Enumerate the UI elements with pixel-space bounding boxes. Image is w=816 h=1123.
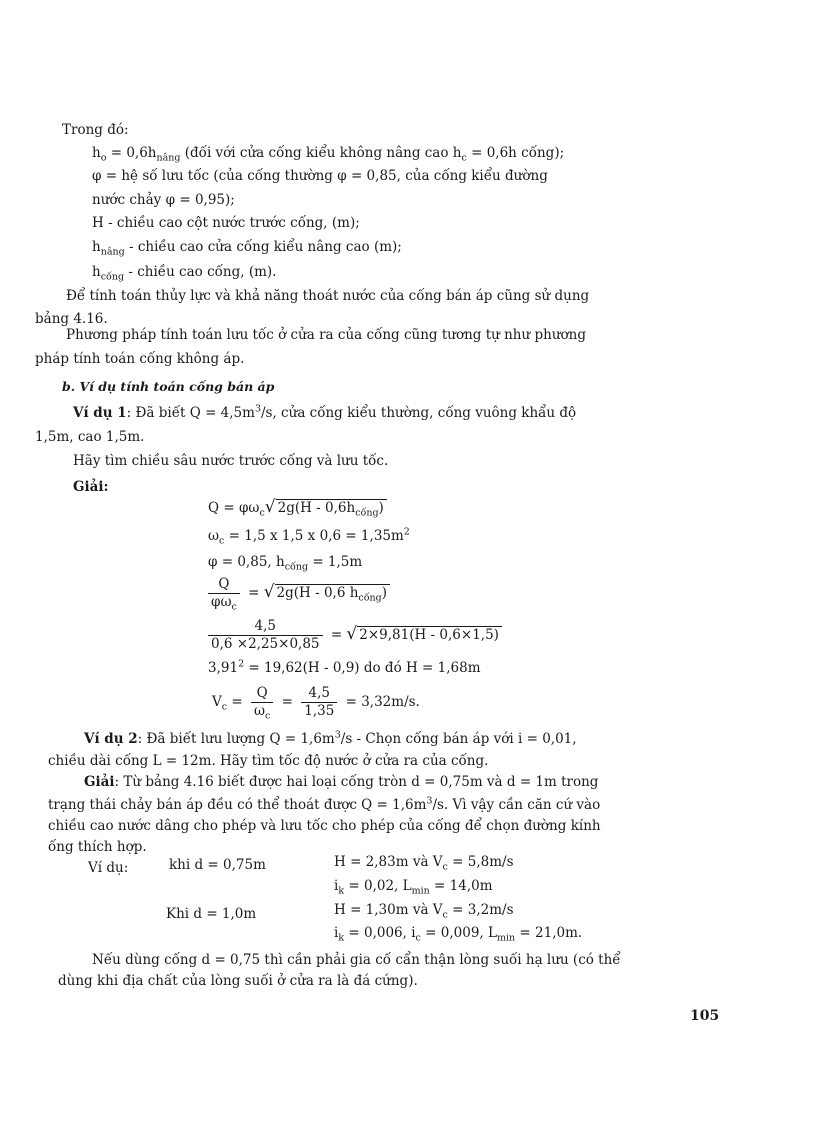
section-heading: b. Ví dụ tính toán cống bán áp <box>62 379 275 394</box>
paragraph-2-cont: pháp tính toán cống không áp. <box>35 351 245 367</box>
case-2-result-1: H = 1,30m và $V_c = 3,2m/s$ <box>334 902 514 921</box>
example-2-solution-line-4: ống thích hợp. <box>48 839 147 855</box>
definition-hnang: $h_{nâng}$ - chiều cao cửa cống kiểu nâng cao (m); <box>92 239 402 258</box>
conclusion-cont: dùng khi địa chất của lòng suối ở cửa ra là đá cứng). <box>58 973 418 989</box>
paragraph-2: Phương pháp tính toán lưu tốc ở cửa ra của cống cũng tương tự như phương <box>66 327 586 343</box>
example-2-solution-line-3: chiều cao nước dâng cho phép và lưu tốc cho phép của cống để chọn đường kính <box>48 818 601 834</box>
example-2-statement: Ví dụ 2: Đã biết lưu lượng $Q = 1,6m^3/s$ - Chọn cống bán áp với i = 0,01, <box>84 729 577 747</box>
equation-1: $Q = \varphi\omega_c√$ $2g(H - 0,6h_{cống})$ <box>208 498 387 517</box>
example-1-statement: Ví dụ 1: Đã biết $Q = 4,5m^3/s$, cửa cống kiểu thường, cống vuông khẩu độ <box>73 403 577 421</box>
example-1-question: Hãy tìm chiều sâu nước trước cống và lưu tốc. <box>73 453 389 469</box>
paragraph-1: Để tính toán thủy lực và khả năng thoát nước của cống bán áp cũng sử dụng <box>66 288 590 304</box>
conclusion: Nếu dùng cống d = 0,75 thì cần phải gia cố cẩn thận lòng suối hạ lưu (có thể <box>92 952 621 968</box>
example-2-solution-line-2: trạng thái chảy bán áp đều có thể thoát được $Q = 1,6m^3/s$. Vì vậy cần căn cứ vào <box>48 795 601 813</box>
example-1-statement-cont: 1,5m, cao 1,5m. <box>35 429 145 445</box>
example-1-solution-label: Giải: <box>73 479 109 495</box>
example-2-statement-cont: chiều dài cống L = 12m. Hãy tìm tốc độ nước ở cửa ra của cống. <box>48 753 489 769</box>
definition-phi-cont: nước chảy φ = 0,95); <box>92 192 235 208</box>
case-1-result-2: $i_k = 0,02$, $L_{min} = 14,0m$ <box>334 878 493 897</box>
case-2-condition: Khi d = 1,0m <box>166 906 257 922</box>
example-2-solution: Giải: Từ bảng 4.16 biết được hai loại cống tròn d = 0,75m và d = 1m trong <box>84 774 599 790</box>
equation-6: $3,91^2 = 19,62(H - 0,9)$ do đó H = 1,68m <box>208 658 481 676</box>
definition-H: H - chiều cao cột nước trước cống, (m); <box>92 215 360 231</box>
case-1-condition: khi d = 0,75m <box>169 857 266 873</box>
definition-phi: φ = hệ số lưu tốc (của cống thường φ = 0,85, của cống kiểu đường <box>92 168 548 184</box>
case-2-result-2: $i_k = 0,006$, $i_c = 0,009$, $L_{min} = 21,0m$. <box>334 925 583 944</box>
equation-7: $V_c$ = $\frac{Q}{\omega_c}$ = $\frac{4,5}{1,35}$ = 3,32m/s. <box>212 685 420 722</box>
definitions-intro: Trong đó: <box>62 122 129 138</box>
definition-hcong: $h_{cống}$ - chiều cao cống, (m). <box>92 264 277 283</box>
definition-ho: $h_o = 0,6h_{nâng}$ (đối với cửa cống kiểu không nâng cao $h_c = 0,6h$ cống); <box>92 145 565 164</box>
equation-5: $\frac{4,5}{0,6 \times 2,25\times 0,85}$ = √ 2×9,81(H - 0,6×1,5) <box>204 618 502 653</box>
equation-2: $\omega_c = 1,5$ x 1,5 x $0,6 = 1,35m^2$ <box>208 526 410 547</box>
page-number: 105 <box>690 1008 720 1024</box>
paragraph-1-cont: bảng 4.16. <box>35 311 108 327</box>
equation-3: φ = 0,85, $h_{cống} = 1,5m$ <box>208 554 363 573</box>
example-2-vidu-label: Ví dụ: <box>88 860 129 876</box>
case-1-result-1: H = 2,83m và $V_c = 5,8m/s$ <box>334 854 514 873</box>
equation-4: $\frac{Q}{\varphi\omega_c}$ = √ 2g(H - 0,6 $h_{cống}$) <box>204 576 390 611</box>
